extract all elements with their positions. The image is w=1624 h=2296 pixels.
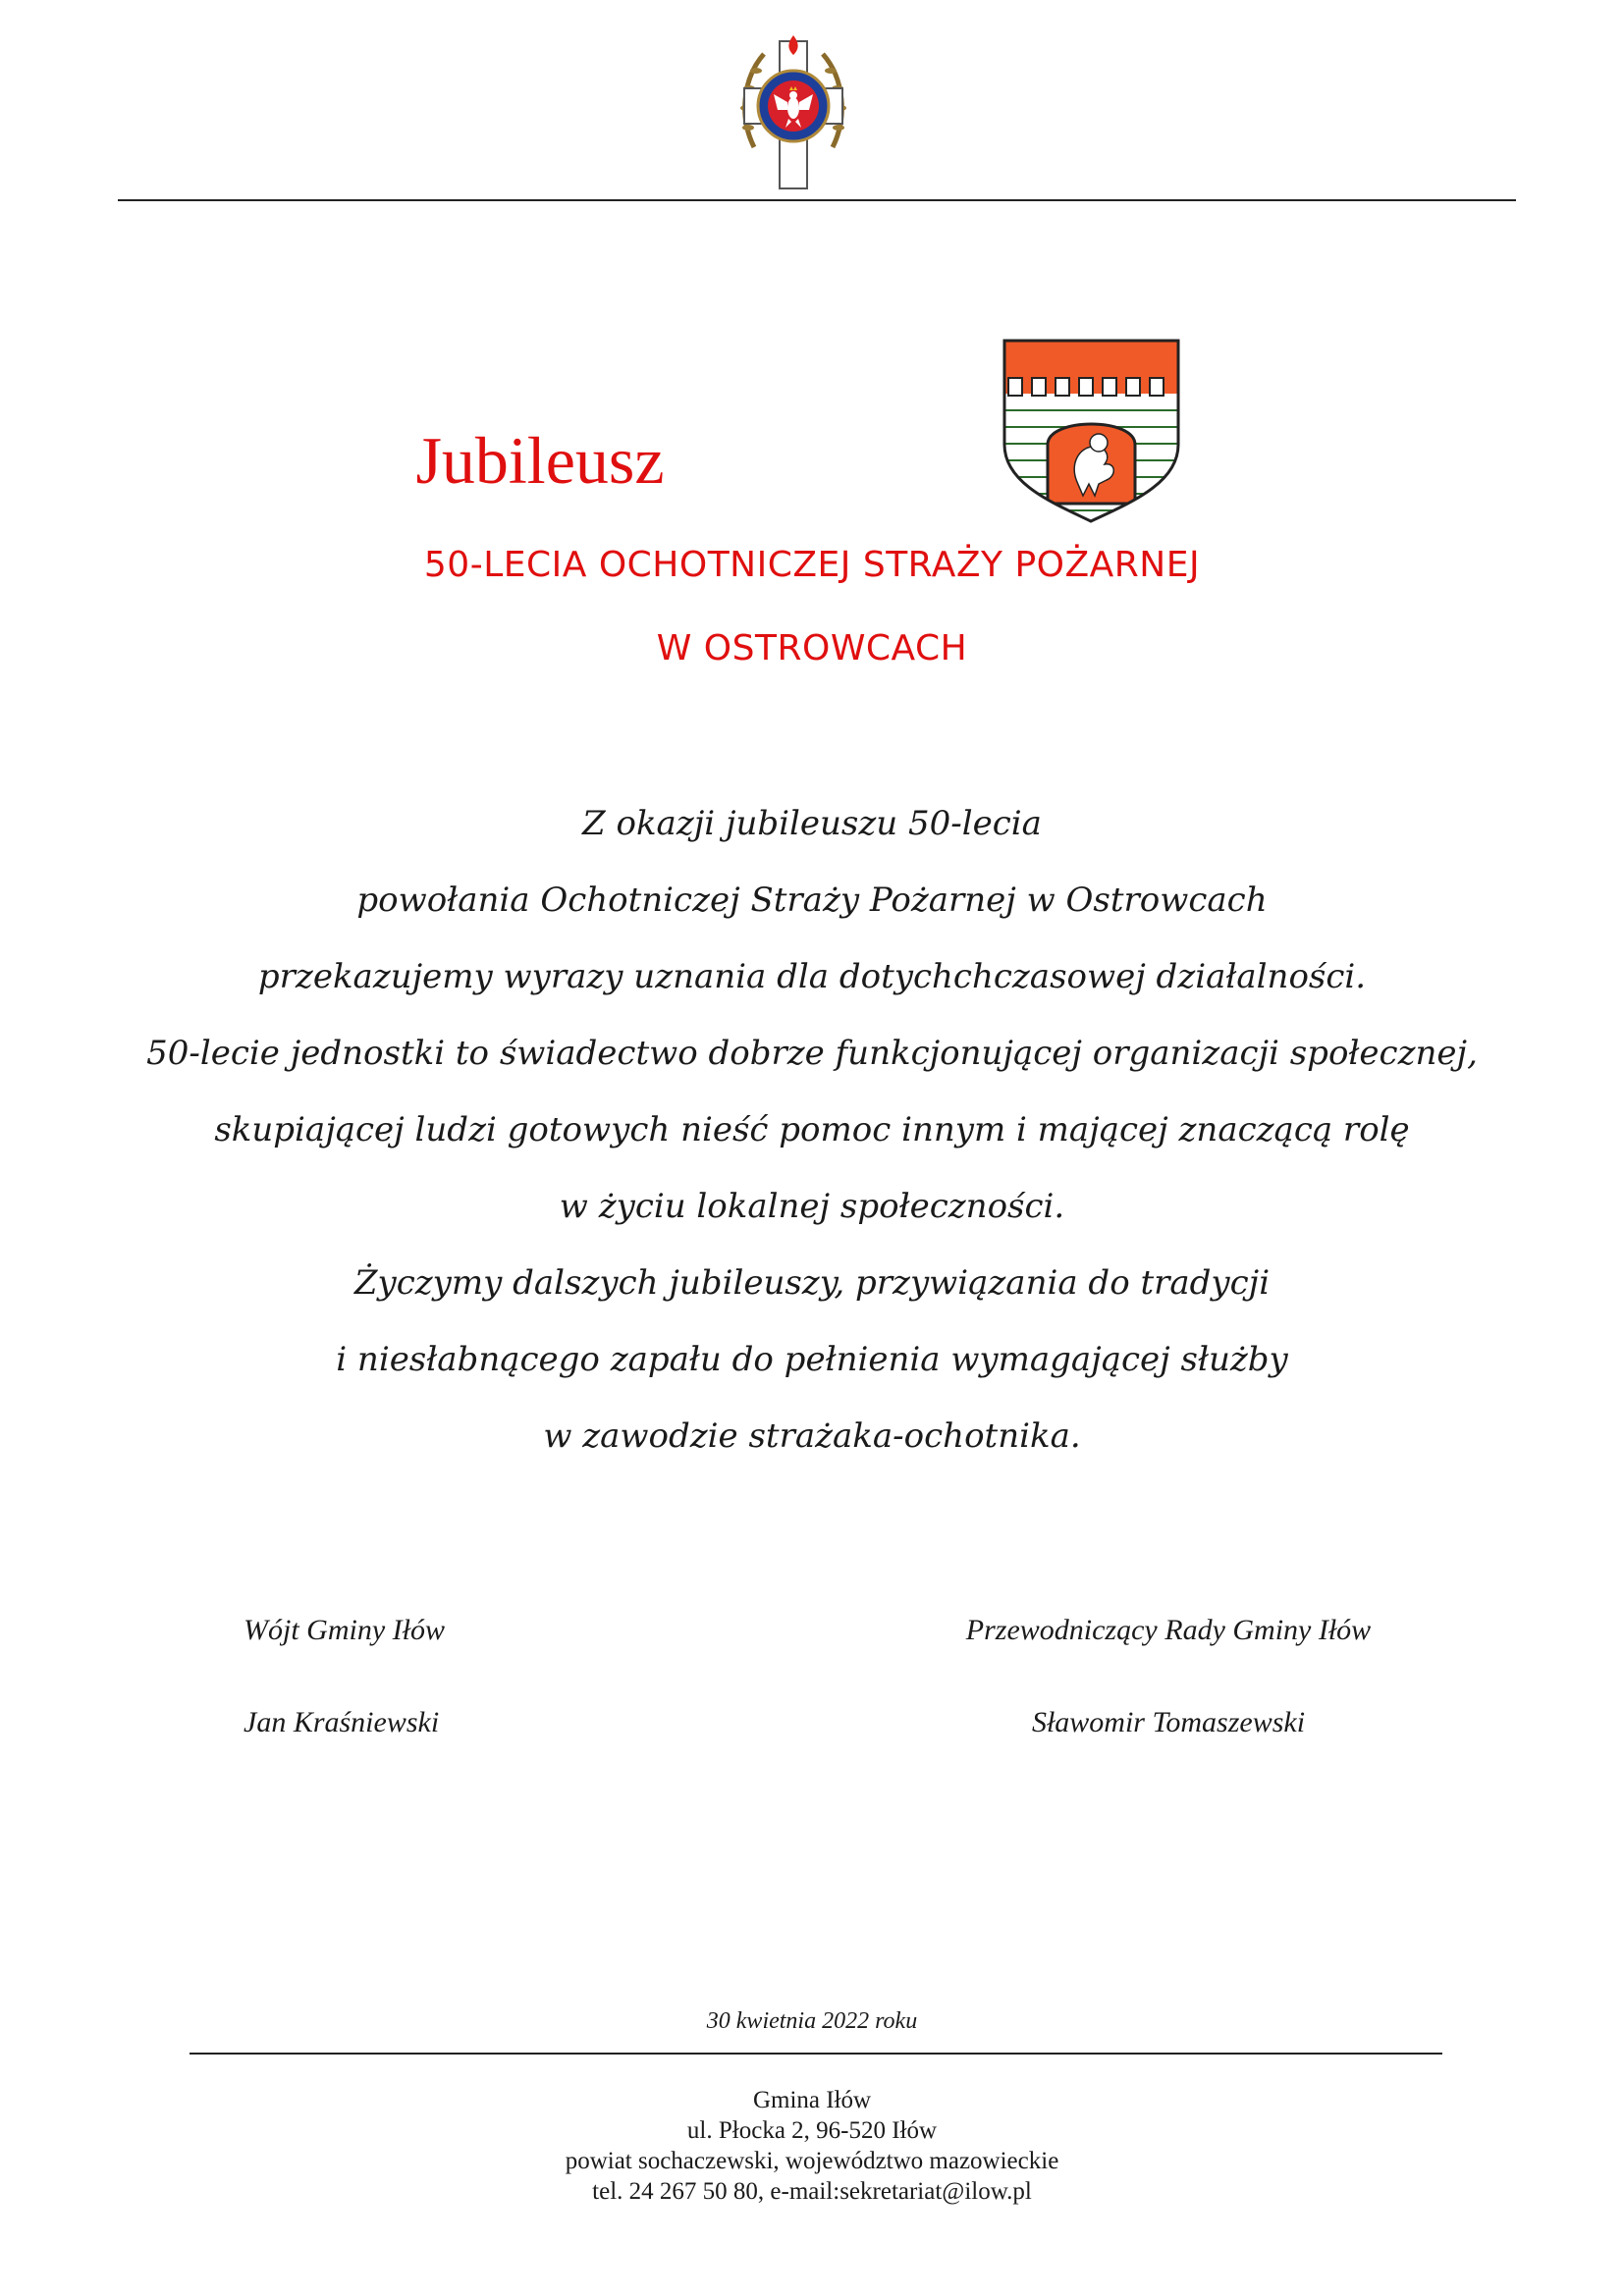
greeting-line: i niesłabnącego zapału do pełnienia wymagającej służby	[336, 1340, 1288, 1379]
signatory-right-title: Przewodniczący Rady Gminy Iłów	[965, 1614, 1372, 1646]
greeting-line: Z okazji jubileuszu 50-lecia	[582, 804, 1042, 843]
signatory-left-name: Jan Kraśniewski	[244, 1706, 440, 1738]
signatory-left-title: Wójt Gminy Iłów	[244, 1614, 445, 1646]
greeting-line: skupiającej ludzi gotowych nieść pomoc innym i mającej znaczącą rolę	[214, 1110, 1410, 1149]
footer-address	[0, 2085, 1624, 2207]
signatory-right-name: Sławomir Tomaszewski	[1031, 1706, 1306, 1738]
footer-line: powiat sochaczewski, województwo mazowieckie	[565, 2148, 1059, 2174]
footer-line: tel. 24 267 50 80, e-mail:sekretariat@ilow.pl	[592, 2178, 1032, 2205]
subtitle-line: 50-LECIA OCHOTNICZEJ STRAŻY POŻARNEJ	[423, 545, 1201, 585]
footer-line: Gmina Iłów	[752, 2087, 872, 2113]
greeting-line: 50-lecie jednostki to świadectwo dobrze funkcjonującej organizacji społecznej,	[146, 1034, 1478, 1073]
fire-brigade-emblem-icon	[734, 29, 852, 194]
subtitle-line: W OSTROWCACH	[656, 628, 968, 668]
greeting-line: przekazujemy wyrazy uznania dla dotychchczasowej działalności.	[257, 957, 1367, 996]
header-divider	[118, 199, 1516, 201]
document-date: 30 kwietnia 2022 roku	[706, 2008, 918, 2034]
footer-divider	[189, 2053, 1442, 2055]
page-title: Jubileusz	[415, 423, 665, 498]
greeting-line: w zawodzie strażaka-ochotnika.	[543, 1416, 1081, 1456]
ilow-coat-of-arms-icon	[1001, 337, 1182, 523]
greeting-line: powołania Ochotniczej Straży Pożarnej w Ostrowcach	[356, 881, 1268, 920]
footer-line: ul. Płocka 2, 96-520 Iłów	[686, 2117, 938, 2144]
greeting-text	[98, 785, 1526, 1474]
greeting-line: w życiu lokalnej społeczności.	[559, 1187, 1065, 1226]
greeting-line: Życzymy dalszych jubileuszy, przywiązania do tradycji	[353, 1263, 1271, 1303]
